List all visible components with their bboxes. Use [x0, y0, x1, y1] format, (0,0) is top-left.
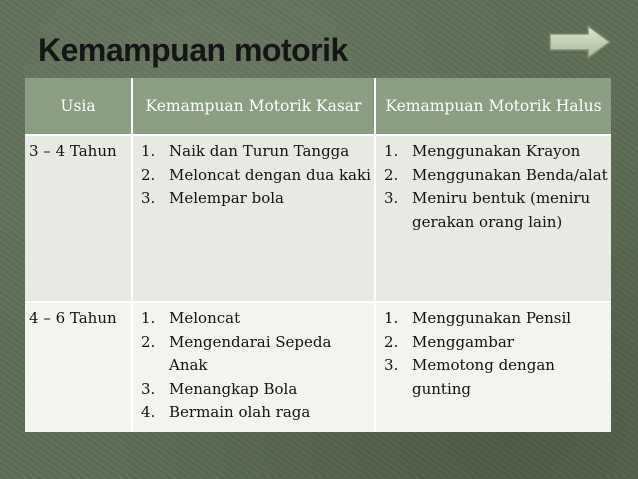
age-label: 4 – 6 Tahun	[29, 309, 117, 327]
age-cell	[25, 302, 132, 432]
kasar-cell	[132, 135, 375, 302]
slide-title: Kemampuan motorik	[38, 32, 348, 68]
kasar-cell	[132, 302, 375, 432]
list-item: 2. Menggambar	[384, 332, 514, 351]
age-cell	[25, 135, 132, 302]
kasar-list	[137, 307, 372, 425]
list-item: 4. Bermain olah raga	[141, 403, 311, 421]
list-item: 1. Menggunakan Krayon	[384, 142, 581, 160]
list-item: 3. Melempar bola	[141, 189, 284, 207]
list-item: 3. Memotong dengan gunting	[384, 356, 555, 398]
list-item: 3. Meniru bentuk (meniru gerakan orang lain)	[384, 189, 591, 231]
header-motorik-halus: Kemampuan Motorik Halus	[375, 78, 611, 135]
header-motorik-kasar: Kemampuan Motorik Kasar	[132, 78, 375, 135]
next-slide-button[interactable]	[546, 24, 614, 60]
halus-cell	[375, 135, 611, 302]
list-item: 3. Menangkap Bola	[141, 379, 298, 398]
list-item: 1. Menggunakan Pensil	[384, 309, 572, 327]
motor-skills-table	[25, 78, 611, 432]
halus-list	[380, 307, 609, 401]
kasar-list	[137, 140, 372, 211]
list-item: 1. Meloncat	[141, 309, 241, 327]
list-item: 2. Meloncat dengan dua kaki	[141, 165, 371, 184]
halus-list	[380, 140, 609, 234]
list-item: 1. Naik dan Turun Tangga	[141, 142, 350, 160]
list-item: 2. Mengendarai Sepeda Anak	[141, 332, 332, 374]
table-header-row	[25, 78, 611, 135]
table-row	[25, 302, 611, 432]
header-usia: Usia	[25, 78, 132, 135]
table-row	[25, 135, 611, 302]
halus-cell	[375, 302, 611, 432]
right-arrow-icon	[546, 24, 614, 60]
list-item: 2. Menggunakan Benda/alat	[384, 165, 608, 184]
age-label: 3 – 4 Tahun	[29, 142, 117, 160]
